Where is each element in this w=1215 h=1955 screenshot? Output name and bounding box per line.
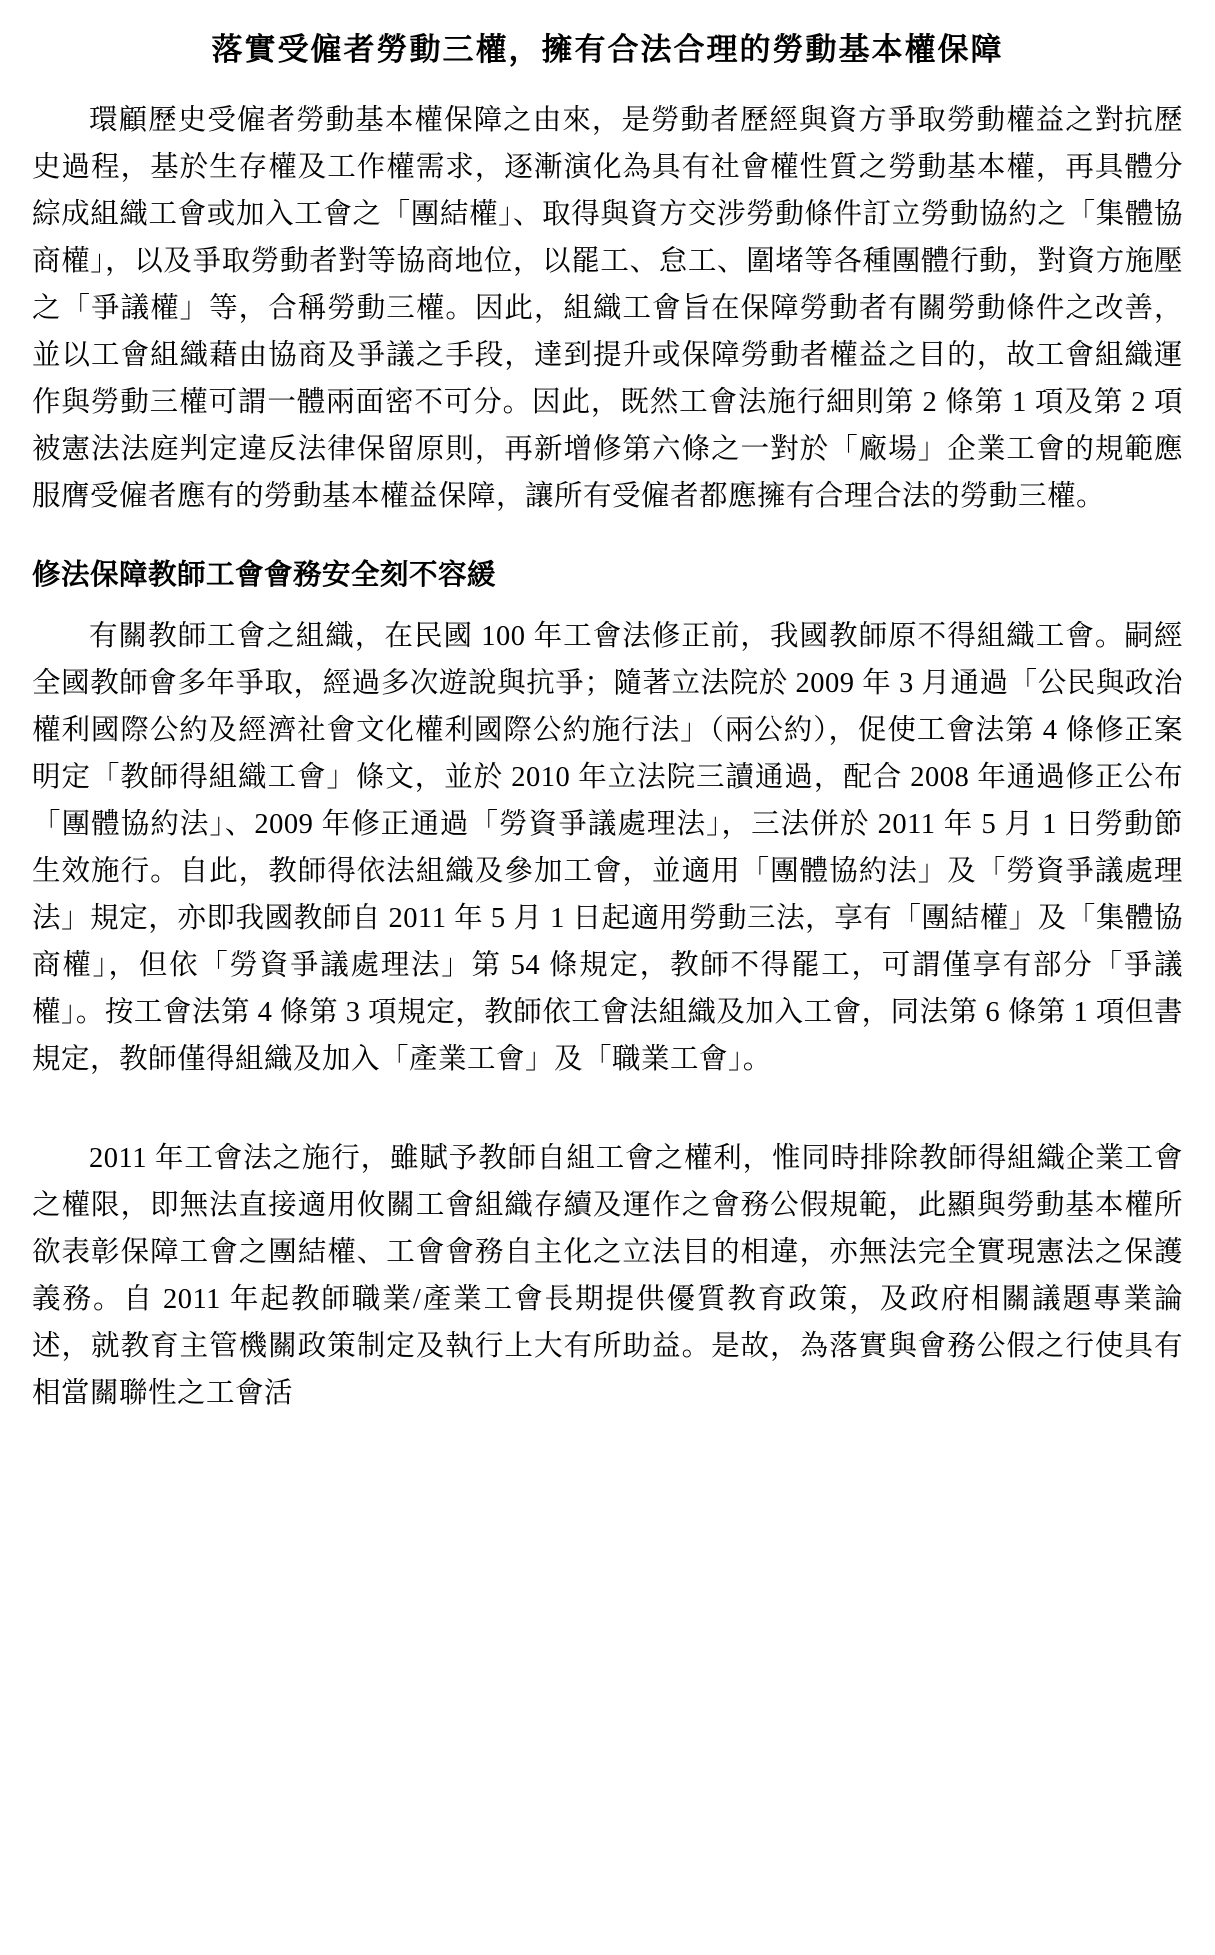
section-heading-teacher-union-safety: 修法保障教師工會會務安全刻不容緩 [32, 560, 497, 592]
paragraph-labor-rights-intro: 環顧歷史受僱者勞動基本權保障之由來，是勞動者歷經與資方爭取勞動權益之對抗歷史過程，基於生存權及工作權需求，逐漸演化為具有社會權性質之勞動基本權，再具體分綜成組織工會或加入工會之「團結權」、取得與資方交涉勞動條件訂立勞動協約之「集體協商權」，以及爭取勞動者對等協商地位，以罷工、怠工、圍堵等各種團體行動，對資方施壓之「爭議權」等，合稱勞動三權。因此，組織工會旨在保障勞動者有關勞動條件之改善，並以工會組織藉由協商及爭議之手段，達到提升或保障勞動者權益之目的，故工會組織運作與勞動三權可謂一體兩面密不可分。因此，既然工會法施行細則第 2 條第 1 項及第 2 項被憲法法庭判定違反法律保留原則，再新增修第六條之一對於「廠場」企業工會的規範應服膺受僱者應有的勞動基本權益保障，讓所有受僱者都應擁有合理合法的勞動三權。 [32, 105, 1183, 513]
document-title: 落實受僱者勞動三權，擁有合法合理的勞動基本權保障 [211, 32, 1004, 67]
paragraph-2011-union-law: 2011 年工會法之施行，雖賦予教師自組工會之權利，惟同時排除教師得組織企業工會之權限，即無法直接適用攸關工會組織存續及運作之會務公假規範，此顯與勞動基本權所欲表彰保障工會之團結權、工會會務自主化之立法目的相違，亦無法完全實現憲法之保護義務。自 2011 年起教師職業/產業工會長期提供優質教育政策，及政府相關議題專業論述，就教育主管機關政策制定及執行上大有所助益。是故，為落實與會務公假之行使具有相當關聯性之工會活 [32, 1143, 1183, 1410]
paragraph-teacher-union-history: 有關教師工會之組織，在民國 100 年工會法修正前，我國教師原不得組織工會。嗣經全國教師會多年爭取，經過多次遊說與抗爭；隨著立法院於 2009 年 3 月通過「公民與政治權利國際公約及經濟社會文化權利國際公約施行法」（兩公約），促使工會法第 4 條修正案明定「教師得組織工會」條文，並於 2010 年立法院三讀通過，配合 2008 年通過修正公布「團體協約法」、2009 年修正通過「勞資爭議處理法」，三法併於 2011 年 5 月 1 日勞動節生效施行。自此，教師得依法組織及參加工會，並適用「團體協約法」及「勞資爭議處理法」規定，亦即我國教師自 2011 年 5 月 1 日起適用勞動三法，享有「團結權」及「集體協商權」，但依「勞資爭議處理法」第 54 條規定，教師不得罷工，可謂僅享有部分「爭議權」。按工會法第 4 條第 3 項規定，教師依工會法組織及加入工會，同法第 6 條第 1 項但書規定，教師僅得組織及加入「產業工會」及「職業工會」。 [32, 621, 1183, 1076]
